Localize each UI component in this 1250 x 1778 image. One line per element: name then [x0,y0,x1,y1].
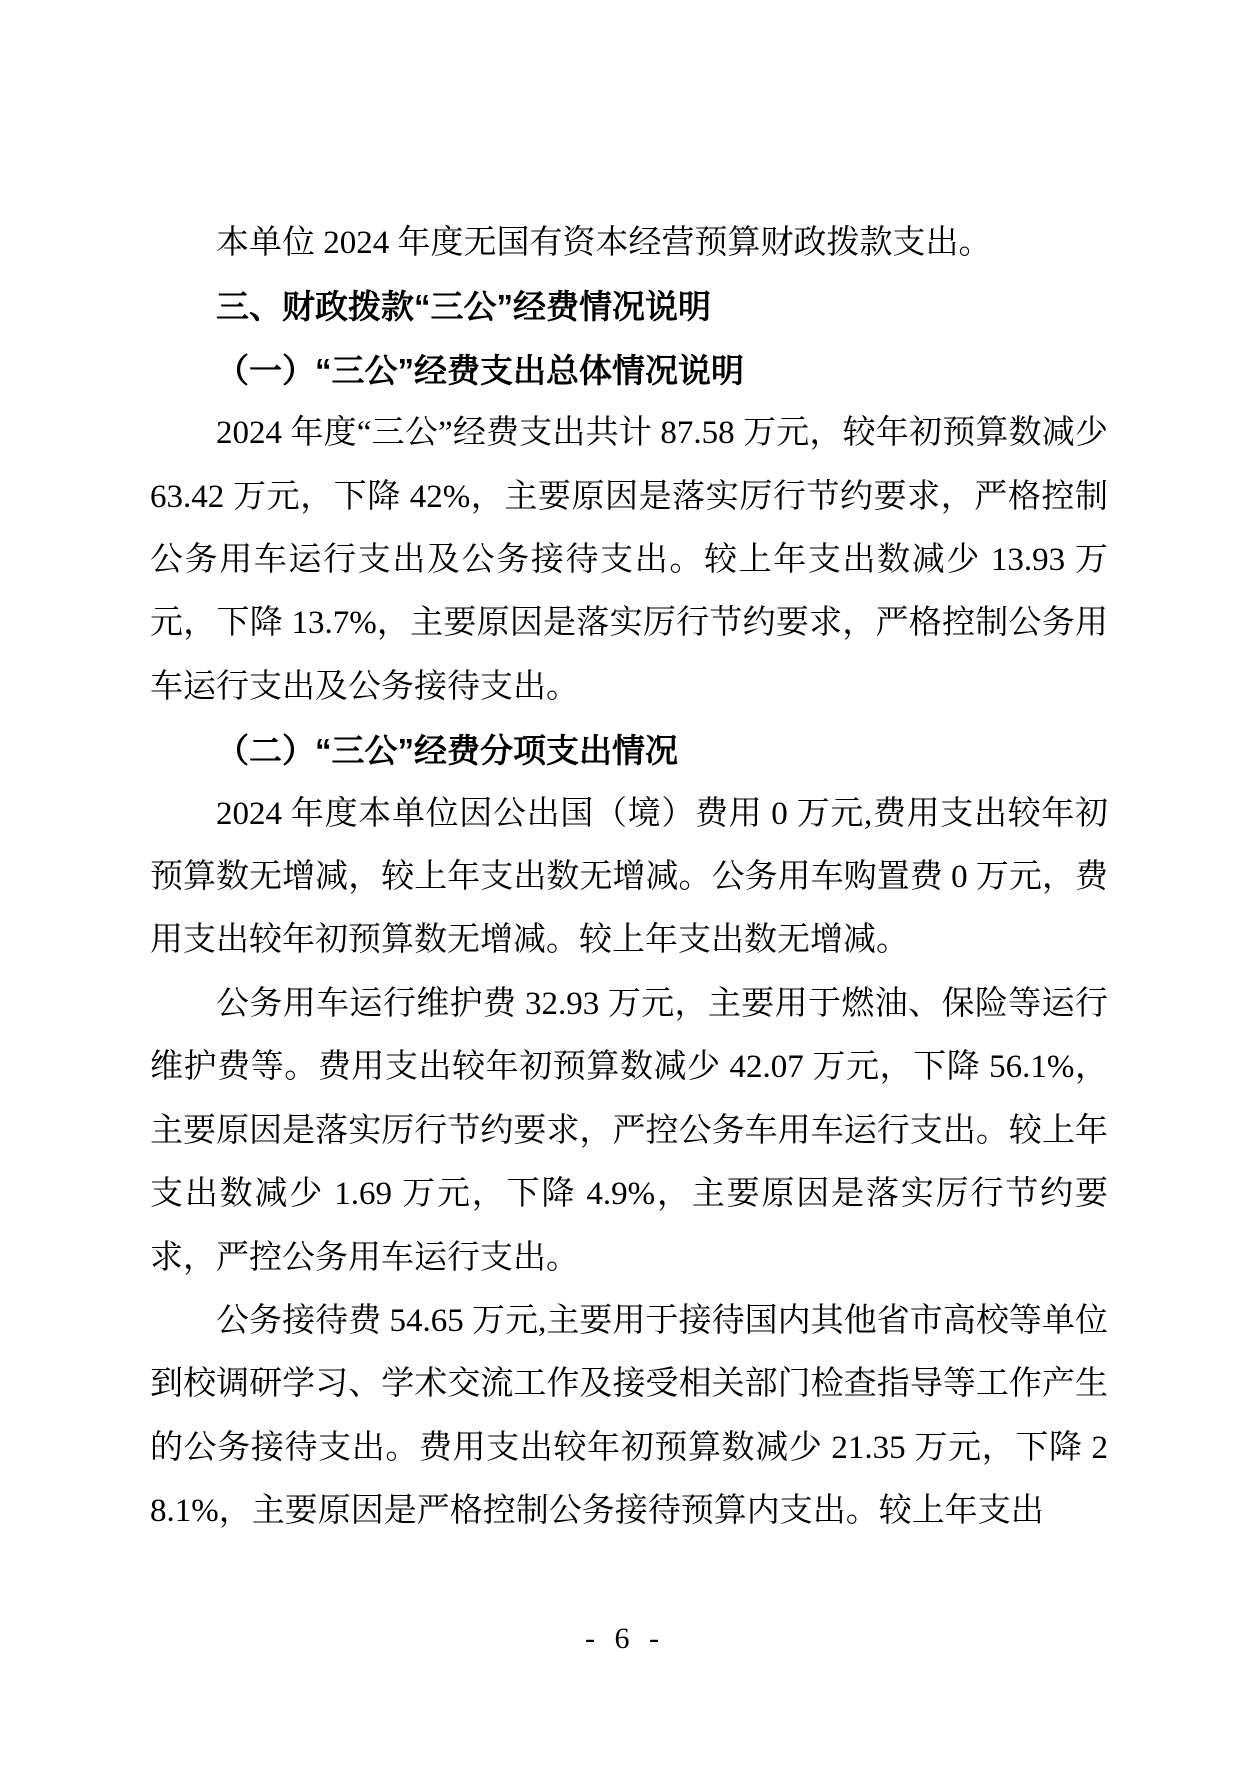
paragraph-no-state-capital-note: 本单位 2024 年度无国有资本经营预算财政拨款支出。 [216,225,992,261]
paragraph-overall-expenditure: 2024 年度“三公”经费支出共计 87.58 万元，较年初预算数减少 63.42 万元，下降 42%，主要原因是落实厉行节约要求，严格控制公务用车运行支出及公务接待支出。较上年支出数减少 13.93 万元，下降 13.7%，主要原因是落实厉行节约要求，严格控制公务用车运行支出及公务接待支出。 [150,415,1108,705]
paragraph-abroad-and-vehicle-purchase: 2024 年度本单位因公出国（境）费用 0 万元,费用支出较年初预算数无增减，较上年支出数无增减。公务用车购置费 0 万元，费用支出较年初预算数无增减。较上年支出数无增减。 [150,795,1108,959]
subsection-heading-overall-expenditure: （一）“三公”经费支出总体情况说明 [216,351,744,389]
page-number: - 6 - [585,1622,665,1655]
subsection-heading-itemized-expenditure: （二）“三公”经费分项支出情况 [216,732,678,770]
paragraph-vehicle-operation-maintenance: 公务用车运行维护费 32.93 万元，主要用于燃油、保险等运行维护费等。费用支出较年初预算数减少 42.07 万元，下降 56.1%，主要原因是落实厉行节约要求，严控公务车用车运行支出。较上年支出数减少 1.69 万元，下降 4.9%，主要原因是落实厉行节约要求，严控公务用车运行支出。 [150,985,1108,1276]
document-body [150,212,1108,1544]
section-heading-three-public-funds: 三、财政拨款“三公”经费情况说明 [216,288,711,326]
paragraph-official-reception: 公务接待费 54.65 万元,主要用于接待国内其他省市高校等单位到校调研学习、学术交流工作及接受相关部门检查指导等工作产生的公务接待支出。费用支出较年初预算数减少 21.35 万元，下降 28.1%，主要原因是严格控制公务接待预算内支出。较上年支出 [150,1302,1108,1530]
